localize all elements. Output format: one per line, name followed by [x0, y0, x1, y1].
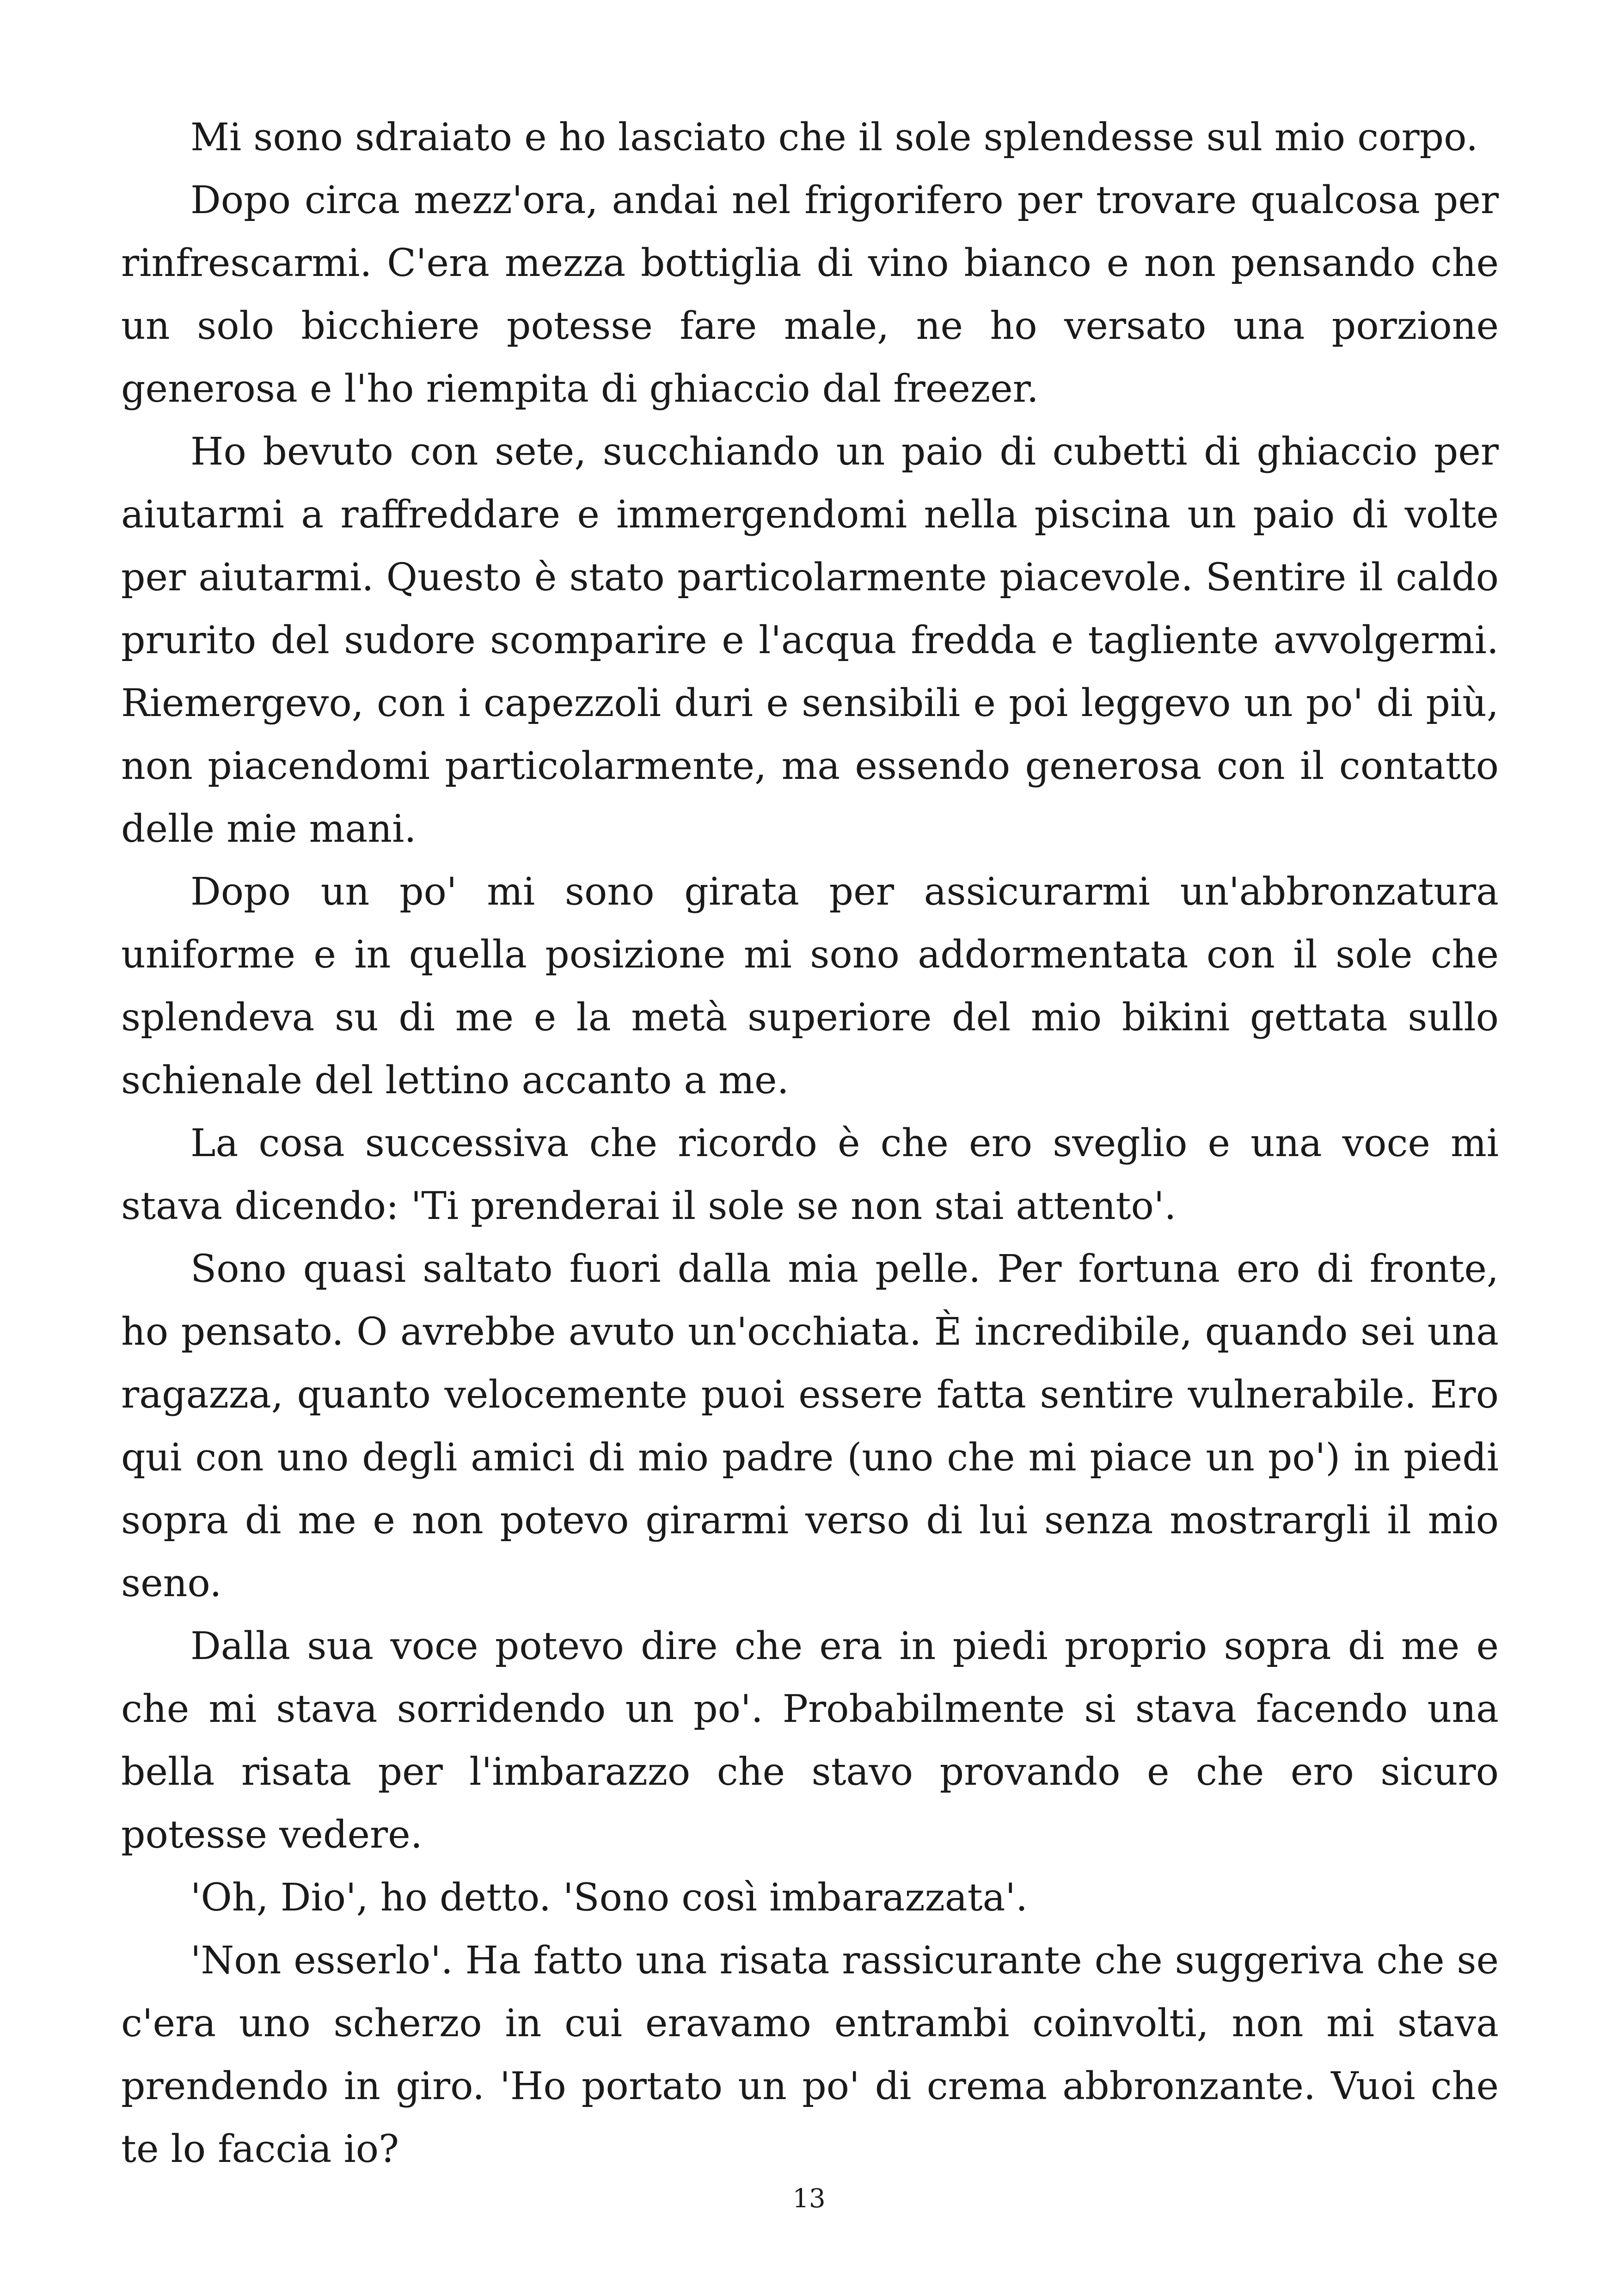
paragraph: 'Non esserlo'. Ha fatto una risata rassicurante che suggeriva che se c'era uno scherzo in cui eravamo entrambi coinvolti, non mi stava prendendo in giro. 'Ho portato un po' di crema abbronzante. Vuoi che te lo faccia io?: [121, 1939, 1499, 2171]
paragraph: Mi sono sdraiato e ho lasciato che il sole splendesse sul mio corpo.: [190, 116, 1478, 159]
paragraph: Dopo un po' mi sono girata per assicurarmi un'abbronzatura uniforme e in quella posizione mi sono addormentata con il sole che splendeva su di me e la metà superiore del mio bikini gettata sullo schienale del lettino accanto a me.: [121, 870, 1499, 1102]
paragraph: Dopo circa mezz'ora, andai nel frigorifero per trovare qualcosa per rinfrescarmi. C'era mezza bottiglia di vino bianco e non pensando che un solo bicchiere potesse fare male, ne ho versato una porzione generosa e l'ho riempita di ghiaccio dal freezer.: [121, 178, 1499, 411]
body-text: [121, 106, 1499, 2181]
paragraph: 'Oh, Dio', ho detto. 'Sono così imbarazzata'.: [190, 1876, 1028, 1920]
paragraph: Dalla sua voce potevo dire che era in piedi proprio sopra di me e che mi stava sorridendo un po'. Probabilmente si stava facendo una bella risata per l'imbarazzo che stavo provando e che ero sicuro potesse vedere.: [121, 1624, 1499, 1857]
paragraph: La cosa successiva che ricordo è che ero sveglio e una voce mi stava dicendo: 'Ti prenderai il sole se non stai attento'.: [121, 1121, 1499, 1228]
paragraph: Ho bevuto con sete, succhiando un paio di cubetti di ghiaccio per aiutarmi a raffreddare e immergendomi nella piscina un paio di volte per aiutarmi. Questo è stato particolarmente piacevole. Sentire il caldo prurito del sudore scomparire e l'acqua fredda e tagliente avvolgermi. Riemergevo, con i capezzoli duri e sensibili e poi leggevo un po' di più, non piacendomi particolarmente, ma essendo generosa con il contatto delle mie mani.: [121, 430, 1499, 851]
paragraph: Sono quasi saltato fuori dalla mia pelle. Per fortuna ero di fronte, ho pensato. O avrebbe avuto un'occhiata. È incredibile, quando sei una ragazza, quanto velocemente puoi essere fatta sentire vulnerabile. Ero qui con uno degli amici di mio padre (uno che mi piace un po') in piedi sopra di me e non potevo girarmi verso di lui senza mostrargli il mio seno.: [121, 1247, 1499, 1605]
page-number: 13: [792, 2184, 826, 2214]
